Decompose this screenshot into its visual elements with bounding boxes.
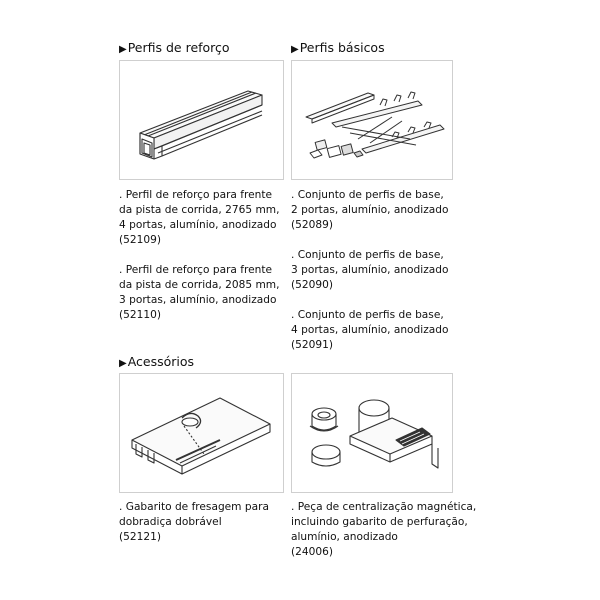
basicos-item-2-line-2: 3 portas, alumínio, anodizado xyxy=(291,264,449,276)
reforco-item-1-code: (52109) xyxy=(119,234,161,246)
reforco-item-2-line-1: . Perfil de reforço para frente xyxy=(119,264,273,276)
section-title-basicos-text: Perfis básicos xyxy=(299,40,385,55)
gabarito-code: (52121) xyxy=(119,531,161,543)
basicos-item-3-line-2: 4 portas, alumínio, anodizado xyxy=(291,324,449,336)
basicos-description xyxy=(291,188,448,353)
triangle-right-icon: ▶ xyxy=(119,44,127,55)
basicos-item-1-code: (52089) xyxy=(291,219,333,231)
milling-template-image xyxy=(119,373,284,493)
reforco-item-2-line-2: da pista de corrida, 2085 mm, xyxy=(119,279,280,291)
centralizacao-description xyxy=(291,500,476,560)
gabarito-line-2: dobradiça dobrável xyxy=(119,516,222,528)
reforco-item-1-line-2: da pista de corrida, 2765 mm, xyxy=(119,204,280,216)
reforco-item-1-line-3: 4 portas, alumínio, anodizado xyxy=(119,219,277,231)
centralizacao-line-2: incluindo gabarito de perfuração, xyxy=(291,516,468,528)
milling-template-drawing xyxy=(120,374,285,494)
base-profile-set-drawing xyxy=(292,61,454,181)
triangle-right-icon: ▶ xyxy=(119,358,127,369)
triangle-right-icon: ▶ xyxy=(291,44,299,55)
magnetic-centering-piece-drawing xyxy=(292,374,454,494)
centralizacao-line-3: alumínio, anodizado xyxy=(291,531,398,543)
magnetic-centering-piece-image xyxy=(291,373,453,493)
section-title-acessorios xyxy=(119,354,194,372)
reforco-description xyxy=(119,188,279,323)
centralizacao-line-1: . Peça de centralização magnética, xyxy=(291,501,477,513)
centralizacao-code: (24006) xyxy=(291,546,333,558)
section-title-acessorios-text: Acessórios xyxy=(127,354,195,369)
section-title-reforco xyxy=(119,40,230,58)
basicos-item-2-line-1: . Conjunto de perfis de base, xyxy=(291,249,444,261)
gabarito-line-1: . Gabarito de fresagem para xyxy=(119,501,269,513)
reinforcement-profile-drawing xyxy=(120,61,285,181)
section-title-basicos xyxy=(291,40,385,58)
reforco-item-2-code: (52110) xyxy=(119,309,161,321)
basicos-item-3-line-1: . Conjunto de perfis de base, xyxy=(291,309,444,321)
reforco-item-1-line-1: . Perfil de reforço para frente xyxy=(119,189,273,201)
reinforcement-profile-image xyxy=(119,60,284,180)
basicos-item-2-code: (52090) xyxy=(291,279,333,291)
section-title-reforco-text: Perfis de reforço xyxy=(127,40,230,55)
basicos-item-1-line-2: 2 portas, alumínio, anodizado xyxy=(291,204,449,216)
base-profile-set-image xyxy=(291,60,453,180)
gabarito-description xyxy=(119,500,269,545)
basicos-item-3-code: (52091) xyxy=(291,339,333,351)
reforco-item-2-line-3: 3 portas, alumínio, anodizado xyxy=(119,294,277,306)
basicos-item-1-line-1: . Conjunto de perfis de base, xyxy=(291,189,444,201)
